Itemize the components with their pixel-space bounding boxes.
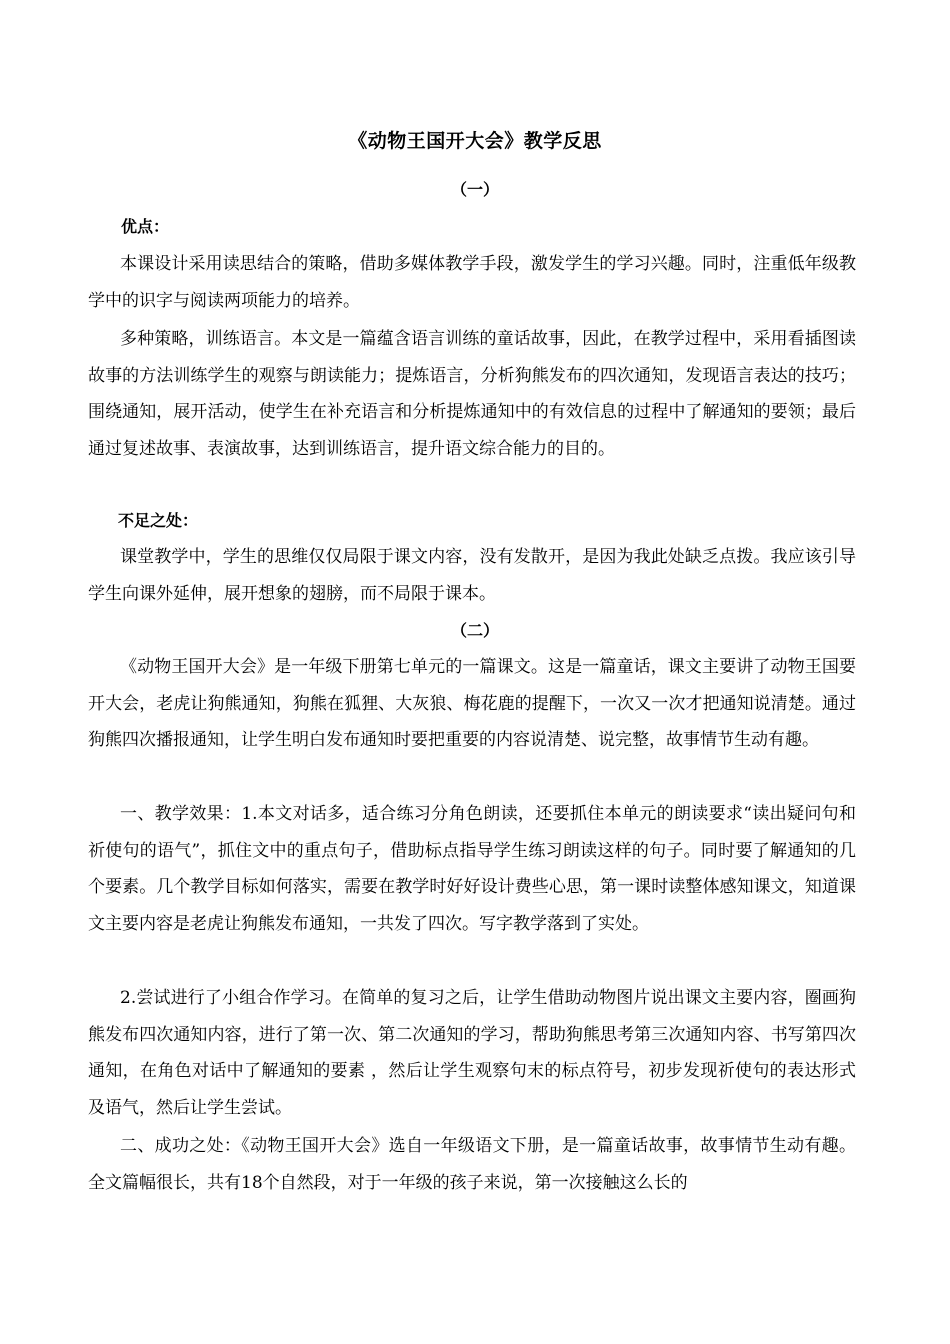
advantages-paragraph-2: 多种策略，训练语言。本文是一篇蕴含语言训练的童话故事，因此，在教学过程中，采用看插图读故事的方法训练学生的观察与朗读能力；提炼语言，分析狗熊发布的四次通知，发现语言表达的技巧；围绕通知，展开活动，使学生在补充语言和分析提炼通知中的有效信息的过程中了解通知的要领；最后通过复述故事、表演故事，达到训练语言，提升语文综合能力的目的。 bbox=[88, 329, 856, 459]
part2-paragraph-3: 2.尝试进行了小组合作学习。在简单的复习之后，让学生借助动物图片说出课文主要内容，圈画狗熊发布四次通知内容，进行了第一次、第二次通知的学习，帮助狗熊思考第三次通知内容、书写第四次通知，在角色对话中了解通知的要素 ，然后让学生观察句末的标点符号，初步发现祈使句的表达形式及语气，然后让学生尝试。 bbox=[88, 988, 856, 1118]
part2-paragraph-2: 一、教学效果：1.本文对话多，适合练习分角色朗读，还要抓住本单元的朗读要求“读出疑问句和祈使句的语气”，抓住文中的重点句子，借助标点指导学生练习朗读这样的句子。同时要了解通知的几个要素。几个教学目标如何落实，需要在教学时好好设计费些心思，第一课时读整体感知课文，知道课文主要内容是老虎让狗熊发布通知，一共发了四次。写字教学落到了实处。 bbox=[88, 804, 856, 934]
shortcomings-paragraph: 课堂教学中，学生的思维仅仅局限于课文内容，没有发散开，是因为我此处缺乏点拨。我应该引导学生向课外延伸，展开想象的翅膀，而不局限于课本。 bbox=[88, 547, 856, 604]
shortcomings-label: 不足之处： bbox=[118, 511, 199, 530]
document-title: 《动物王国开大会》教学反思 bbox=[348, 130, 602, 152]
section-heading-1: （一） bbox=[450, 180, 499, 199]
part2-paragraph-4: 二、成功之处：《动物王国开大会》选自一年级语文下册，是一篇童话故事，故事情节生动有趣。全文篇幅很长，共有18个自然段，对于一年级的孩子来说，第一次接触这么长的 bbox=[88, 1136, 856, 1193]
advantages-label: 优点： bbox=[121, 217, 170, 236]
advantages-paragraph-1: 本课设计采用读思结合的策略，借助多媒体教学手段，激发学生的学习兴趣。同时，注重低年级教学中的识字与阅读两项能力的培养。 bbox=[88, 254, 856, 311]
section-heading-2: （二） bbox=[450, 621, 499, 640]
part2-paragraph-1: 《动物王国开大会》是一年级下册第七单元的一篇课文。这是一篇童话，课文主要讲了动物王国要开大会，老虎让狗熊通知，狗熊在狐狸、大灰狼、梅花鹿的提醒下，一次又一次才把通知说清楚。通过狗熊四次播报通知，让学生明白发布通知时要把重要的内容说清楚、说完整，故事情节生动有趣。 bbox=[88, 657, 856, 750]
